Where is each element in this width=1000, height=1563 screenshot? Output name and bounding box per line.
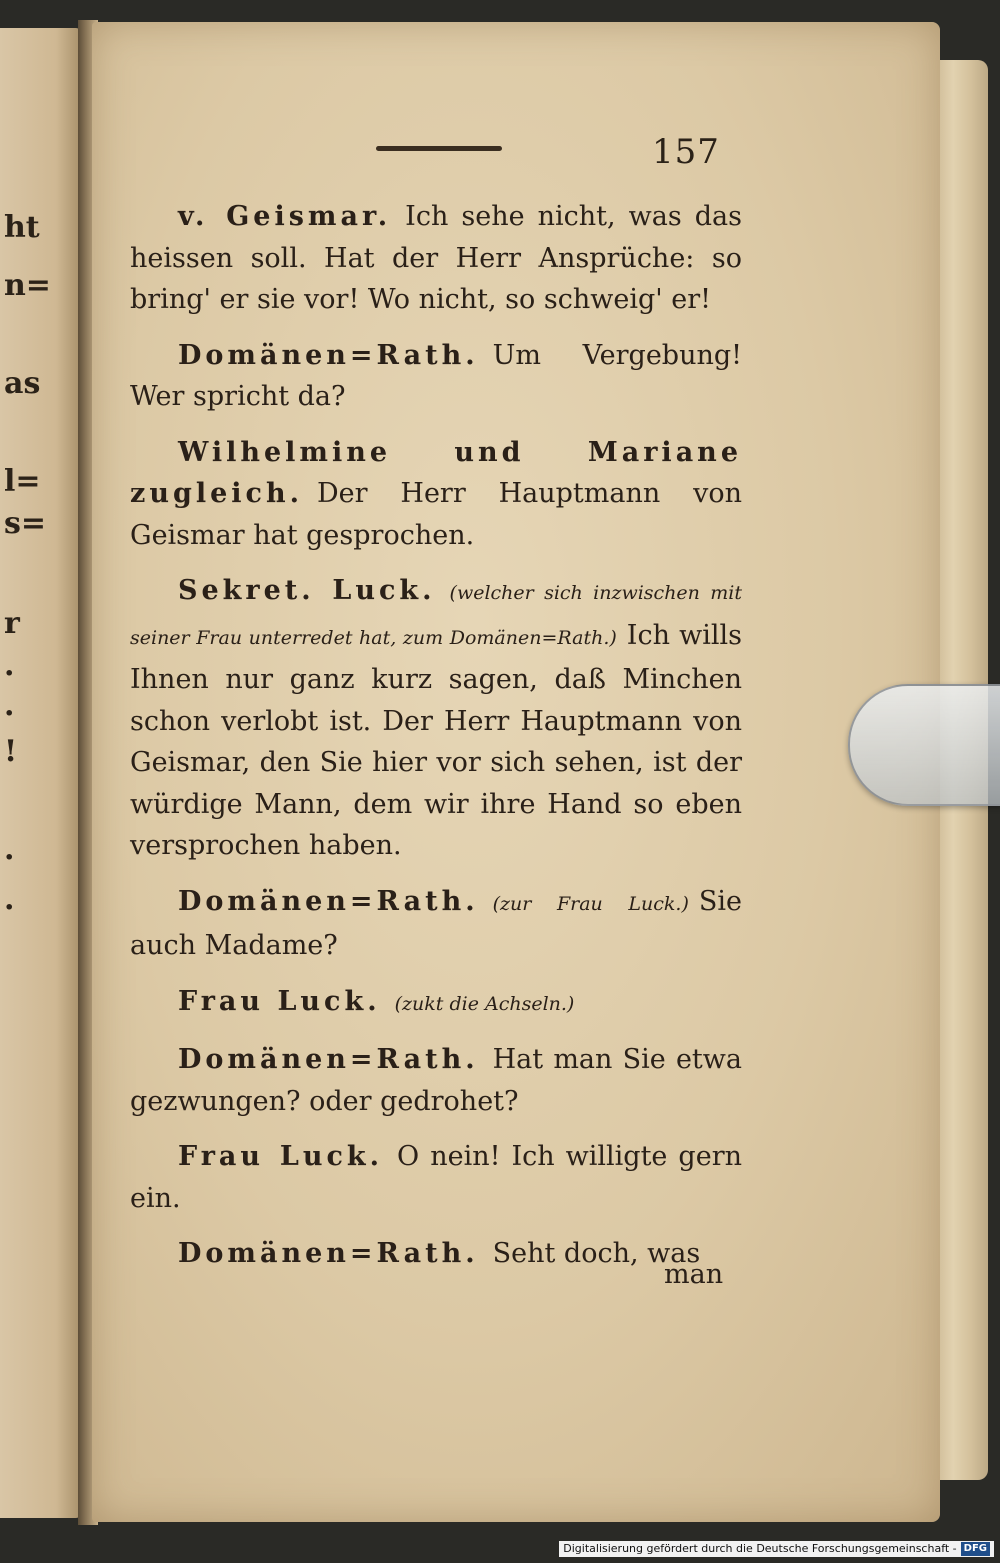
dialogue-paragraph: [130, 881, 742, 967]
catchword: man: [664, 1259, 724, 1290]
dialogue-paragraph: [130, 1039, 742, 1122]
speech-text: Hat man Sie etwa gezwungen? oder gedrohet?: [130, 1044, 742, 1117]
speech-text: O nein! Ich willigte gern ein.: [130, 1141, 742, 1214]
left-fragment: ·: [4, 890, 15, 925]
left-fragment: !: [4, 734, 18, 769]
speech-text: Ich wills Ihnen nur ganz kurz sagen, daß Minchen schon verlobt ist. Der Herr Hauptmann von Geismar, den Sie hier vor sich sehen, ist der würdige Mann, dem wir ihre Hand so eben versprochen haben.: [130, 619, 742, 861]
footer-text: Digitalisierung gefördert durch die Deutsche Forschungsgemeinschaft -: [563, 1542, 957, 1555]
dialogue-paragraph: [130, 981, 742, 1026]
left-fragment: ·: [4, 656, 15, 691]
left-fragment: s=: [4, 506, 47, 541]
speech-text: Der Herr Hauptmann von Geismar hat gesprochen.: [130, 478, 742, 551]
page-number: 157: [652, 132, 720, 172]
dialogue-paragraph: [130, 1136, 742, 1219]
speaker-name: Frau Luck.: [178, 985, 381, 1017]
speaker-name: Wilhelmine und Mariane zugleich.: [130, 436, 742, 509]
dialogue-paragraph: [130, 432, 742, 557]
speech-text: Sie auch Madame?: [130, 885, 742, 961]
stage-direction: (zukt die Achseln.): [394, 992, 575, 1015]
speaker-name: v. Geismar.: [178, 201, 392, 232]
header-rule: [376, 146, 502, 151]
left-fragment: l=: [4, 464, 41, 499]
speaker-name: Frau Luck.: [178, 1141, 384, 1172]
dialogue-paragraph: [130, 1233, 742, 1275]
left-fragment: ·: [4, 840, 15, 875]
page-text: [130, 196, 742, 1289]
dialogue-paragraph: [130, 570, 742, 867]
page-clip: [848, 684, 1000, 806]
speech-text: Seht doch, was: [492, 1238, 701, 1269]
speaker-name: Sekret. Luck.: [178, 575, 436, 606]
speaker-name: Domänen=Rath.: [178, 1044, 479, 1075]
speaker-name: Domänen=Rath.: [178, 1238, 479, 1269]
footer-credit: [559, 1541, 994, 1557]
left-fragment: ht: [4, 210, 40, 245]
stage-direction: (welcher sich inzwischen mit seiner Frau unterredet hat, zum Domänen=Rath.): [130, 582, 742, 649]
speaker-name: Domänen=Rath.: [178, 885, 479, 917]
speech-text: Um Vergebung! Wer spricht da?: [130, 339, 742, 412]
left-fragment: ·: [4, 696, 15, 731]
left-fragment: n=: [4, 268, 51, 303]
left-fragment: as: [4, 366, 41, 401]
left-fragment: r: [4, 606, 20, 641]
stage-direction: (zur Frau Luck.): [492, 892, 689, 915]
dialogue-paragraph: [130, 196, 742, 321]
left-facing-page: [0, 28, 80, 1518]
speaker-name: Domänen=Rath.: [178, 339, 479, 371]
dialogue-paragraph: [130, 335, 742, 418]
dfg-logo-icon: DFG: [961, 1542, 990, 1556]
speech-text: Ich sehe nicht, was das heissen soll. Hat der Herr Ansprüche: so bring' er sie vor! Wo nicht, so schweig' er!: [130, 201, 742, 315]
